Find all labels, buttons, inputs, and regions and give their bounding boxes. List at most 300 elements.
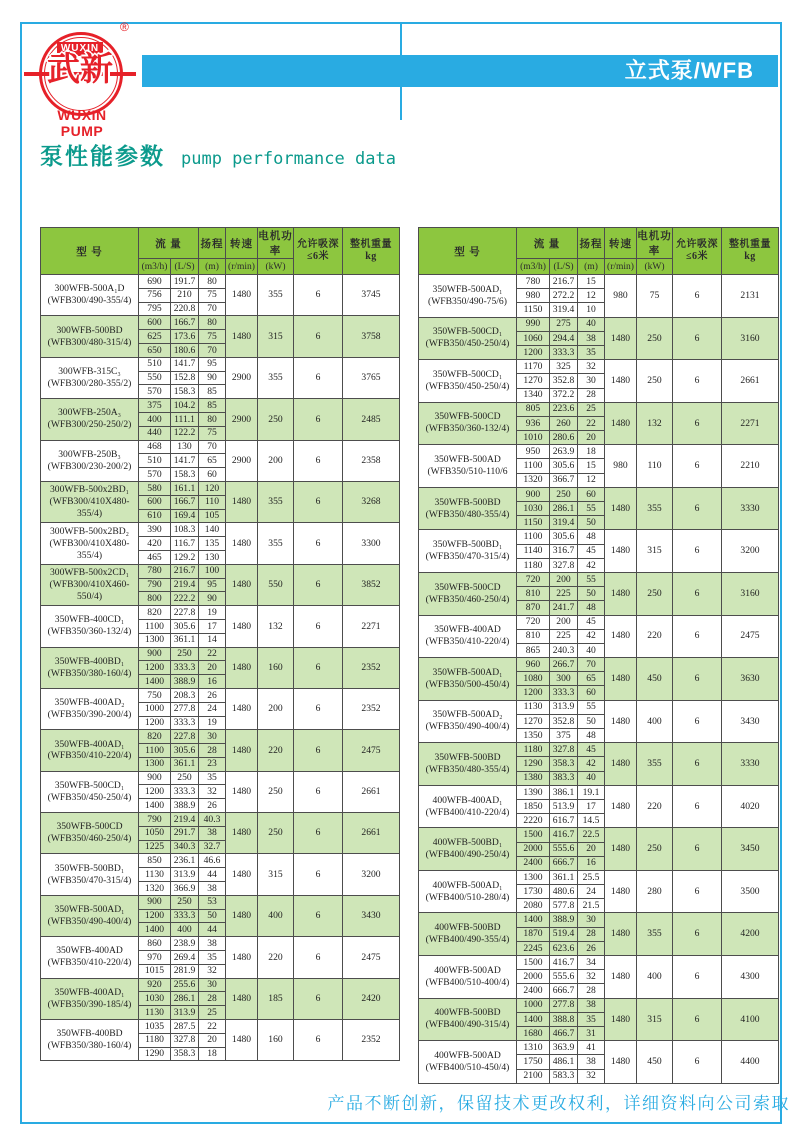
- flow-ls-cell: 173.6: [171, 330, 199, 344]
- model-name: 350WFB-500BD₁: [432, 539, 503, 551]
- head-m-cell: 40: [578, 643, 605, 657]
- flow-ls-cell: 519.4: [550, 927, 578, 941]
- model-code: (WFB350/480-355/4): [425, 763, 510, 775]
- section-title-en: pump performance data: [181, 149, 396, 169]
- data-row: [419, 658, 779, 672]
- suction-cell: 6: [294, 895, 343, 936]
- speed-cell: 1480: [226, 481, 258, 522]
- head-m-cell: 30: [199, 730, 226, 744]
- flow-m3h-cell: 2080: [517, 899, 550, 913]
- power-cell: 250: [637, 828, 673, 871]
- weight-cell: 2475: [343, 730, 400, 771]
- speed-cell: 1480: [226, 316, 258, 357]
- speed-cell: 1480: [605, 785, 637, 828]
- speed-cell: 980: [605, 445, 637, 488]
- col-power-unit: (kW): [258, 259, 294, 275]
- model-name: 400WFB-500BD₁: [432, 837, 503, 849]
- speed-cell: 1480: [226, 854, 258, 895]
- weight-cell: 2661: [343, 813, 400, 854]
- model-cell: [41, 481, 139, 522]
- flow-ls-cell: 152.8: [171, 371, 199, 385]
- head-m-cell: 35: [578, 345, 605, 359]
- power-cell: 160: [258, 1020, 294, 1061]
- model-name: 350WFB-500CD: [434, 411, 501, 423]
- model-name: 350WFB-500CD₁: [54, 779, 125, 791]
- suction-cell: 6: [294, 937, 343, 978]
- head-m-cell: 38: [199, 826, 226, 840]
- head-m-cell: 40: [578, 317, 605, 331]
- table-header: [41, 228, 400, 275]
- power-cell: 200: [258, 440, 294, 481]
- flow-m3h-cell: 1400: [517, 913, 550, 927]
- speed-cell: 1480: [226, 275, 258, 316]
- head-m-cell: 12: [578, 289, 605, 303]
- flow-ls-cell: 104.2: [171, 399, 199, 413]
- flow-m3h-cell: 1150: [517, 516, 550, 530]
- model-name: 350WFB-500CD₁: [432, 368, 503, 380]
- power-cell: 200: [258, 688, 294, 729]
- section-title-zh: 泵性能参数: [40, 143, 165, 169]
- model-cell: [419, 402, 517, 445]
- suction-cell: 6: [294, 564, 343, 605]
- flow-ls-cell: 108.3: [171, 523, 199, 537]
- model-name: 300WFB-500x2CD₁: [49, 566, 130, 578]
- flow-m3h-cell: 1290: [517, 757, 550, 771]
- flow-ls-cell: 372.2: [550, 388, 578, 402]
- suction-cell: 6: [673, 785, 722, 828]
- model-cell: [41, 813, 139, 854]
- suction-cell: 6: [294, 688, 343, 729]
- weight-cell: 2271: [722, 402, 779, 445]
- model-code: (WFB400/510-280/4): [425, 891, 510, 903]
- model-cell: [41, 316, 139, 357]
- model-cell: [419, 572, 517, 615]
- flow-ls-cell: 208.3: [171, 688, 199, 702]
- model-name: 300WFB-250B₃: [58, 448, 121, 460]
- model-name: 350WFB-400BD₁: [54, 655, 125, 667]
- model-cell: [41, 937, 139, 978]
- flow-ls-cell: 375: [550, 729, 578, 743]
- model-cell: [419, 870, 517, 913]
- data-row: [419, 317, 779, 331]
- model-code: (WFB300/230-200/2): [47, 460, 132, 472]
- model-cell: [419, 658, 517, 701]
- speed-cell: 1480: [605, 956, 637, 999]
- registered-trademark-icon: ®: [120, 20, 129, 34]
- power-cell: 355: [637, 913, 673, 956]
- flow-ls-cell: 305.6: [550, 459, 578, 473]
- weight-cell: 3852: [343, 564, 400, 605]
- suction-cell: 6: [673, 828, 722, 871]
- power-cell: 355: [258, 357, 294, 398]
- head-m-cell: 140: [199, 523, 226, 537]
- head-m-cell: 19: [199, 606, 226, 620]
- flow-m3h-cell: 1010: [517, 431, 550, 445]
- flow-ls-cell: 269.4: [171, 951, 199, 965]
- model-name: 400WFB-400AD₁: [432, 794, 503, 806]
- model-name: 350WFB-500CD: [56, 821, 123, 833]
- head-m-cell: 120: [199, 481, 226, 495]
- head-m-cell: 45: [578, 615, 605, 629]
- head-m-cell: 85: [199, 399, 226, 413]
- speed-cell: 1480: [226, 730, 258, 771]
- flow-m3h-cell: 1270: [517, 714, 550, 728]
- suction-cell: 6: [294, 730, 343, 771]
- flow-m3h-cell: 1100: [139, 619, 171, 633]
- weight-cell: 3330: [722, 743, 779, 786]
- model-cell: [419, 317, 517, 360]
- col-flow-unit-ls: (L/S): [171, 259, 199, 275]
- model-name: 350WFB-500AD₁: [432, 666, 503, 678]
- head-m-cell: 38: [199, 937, 226, 951]
- flow-m3h-cell: 970: [139, 951, 171, 965]
- flow-m3h-cell: 570: [139, 385, 171, 399]
- suction-cell: 6: [673, 360, 722, 403]
- model-name: 350WFB-400CD₁: [54, 614, 125, 626]
- flow-m3h-cell: 1390: [517, 785, 550, 799]
- power-cell: 315: [637, 530, 673, 573]
- suction-cell: 6: [294, 813, 343, 854]
- flow-ls-cell: 222.2: [171, 592, 199, 606]
- model-code: (WFB350/450-250/4): [425, 380, 510, 392]
- flow-m3h-cell: 820: [139, 606, 171, 620]
- power-cell: 450: [637, 1041, 673, 1084]
- model-code: (WFB350/380-160/4): [47, 667, 132, 679]
- speed-cell: 1480: [605, 1041, 637, 1084]
- head-m-cell: 41: [578, 1041, 605, 1055]
- weight-cell: 3160: [722, 572, 779, 615]
- flow-m3h-cell: 1680: [517, 1026, 550, 1040]
- weight-cell: 2358: [343, 440, 400, 481]
- flow-ls-cell: 250: [171, 895, 199, 909]
- flow-ls-cell: 294.4: [550, 331, 578, 345]
- flow-m3h-cell: 1200: [139, 909, 171, 923]
- head-m-cell: 20: [578, 842, 605, 856]
- model-name: 300WFB-250A₃: [57, 407, 122, 419]
- flow-ls-cell: 219.4: [171, 813, 199, 827]
- flow-ls-cell: 366.9: [171, 882, 199, 896]
- weight-cell: 3160: [722, 317, 779, 360]
- weight-cell: 3745: [343, 275, 400, 316]
- data-row: [41, 647, 400, 661]
- flow-m3h-cell: 850: [139, 854, 171, 868]
- flow-m3h-cell: 1100: [517, 459, 550, 473]
- flow-m3h-cell: 720: [517, 615, 550, 629]
- model-name: 400WFB-500BD: [434, 1007, 501, 1019]
- speed-cell: 1480: [605, 700, 637, 743]
- head-m-cell: 28: [199, 992, 226, 1006]
- data-row: [419, 785, 779, 799]
- model-cell: [41, 564, 139, 605]
- flow-m3h-cell: 1730: [517, 885, 550, 899]
- power-cell: 220: [637, 785, 673, 828]
- flow-ls-cell: 250: [171, 771, 199, 785]
- head-m-cell: 90: [199, 371, 226, 385]
- head-m-cell: 20: [578, 431, 605, 445]
- weight-cell: 2475: [722, 615, 779, 658]
- head-m-cell: 48: [578, 601, 605, 615]
- flow-ls-cell: 122.2: [171, 426, 199, 440]
- flow-m3h-cell: 1300: [139, 633, 171, 647]
- power-cell: 250: [258, 399, 294, 440]
- head-m-cell: 60: [199, 468, 226, 482]
- flow-m3h-cell: 420: [139, 537, 171, 551]
- data-row: [41, 730, 400, 744]
- flow-ls-cell: 480.6: [550, 885, 578, 899]
- flow-ls-cell: 200: [550, 615, 578, 629]
- model-code: (WFB400/490-250/4): [425, 849, 510, 861]
- flow-m3h-cell: 2245: [517, 941, 550, 955]
- data-row: [41, 357, 400, 371]
- head-m-cell: 53: [199, 895, 226, 909]
- flow-m3h-cell: 1030: [517, 502, 550, 516]
- head-m-cell: 70: [199, 302, 226, 316]
- weight-cell: 3430: [722, 700, 779, 743]
- speed-cell: 1480: [605, 828, 637, 871]
- model-name: 350WFB-500BD: [434, 496, 501, 508]
- flow-m3h-cell: 780: [139, 564, 171, 578]
- brand-name: WUXIN PUMP: [57, 107, 107, 139]
- model-name: 350WFB-400AD: [434, 624, 501, 636]
- speed-cell: 1480: [226, 564, 258, 605]
- flow-ls-cell: 666.7: [550, 984, 578, 998]
- flow-ls-cell: 623.6: [550, 941, 578, 955]
- power-cell: 160: [258, 647, 294, 688]
- head-m-cell: 28: [578, 984, 605, 998]
- flow-ls-cell: 225: [550, 629, 578, 643]
- flow-m3h-cell: 805: [517, 402, 550, 416]
- flow-ls-cell: 130: [171, 440, 199, 454]
- flow-m3h-cell: 625: [139, 330, 171, 344]
- head-m-cell: 16: [578, 856, 605, 870]
- speed-cell: 1480: [226, 937, 258, 978]
- speed-cell: 2900: [226, 440, 258, 481]
- speed-cell: 1480: [605, 658, 637, 701]
- head-m-cell: 40.3: [199, 813, 226, 827]
- head-m-cell: 44: [199, 868, 226, 882]
- speed-cell: 1480: [226, 895, 258, 936]
- speed-cell: 2900: [226, 357, 258, 398]
- model-cell: [41, 647, 139, 688]
- flow-ls-cell: 666.7: [550, 856, 578, 870]
- power-cell: 250: [258, 771, 294, 812]
- head-m-cell: 50: [199, 909, 226, 923]
- flow-ls-cell: 555.6: [550, 842, 578, 856]
- flow-ls-cell: 266.7: [550, 658, 578, 672]
- flow-ls-cell: 616.7: [550, 814, 578, 828]
- head-m-cell: 22: [199, 647, 226, 661]
- flow-m3h-cell: 780: [517, 275, 550, 289]
- weight-cell: 2661: [343, 771, 400, 812]
- model-code: (WFB400/510-450/4): [425, 1061, 510, 1073]
- flow-m3h-cell: 1035: [139, 1020, 171, 1034]
- model-name: 350WFB-500AD: [434, 454, 501, 466]
- flow-m3h-cell: 990: [517, 317, 550, 331]
- flow-ls-cell: 280.6: [550, 431, 578, 445]
- head-m-cell: 42: [578, 757, 605, 771]
- flow-m3h-cell: 580: [139, 481, 171, 495]
- flow-ls-cell: 358.3: [550, 757, 578, 771]
- speed-cell: 1480: [605, 530, 637, 573]
- head-m-cell: 32: [578, 970, 605, 984]
- flow-ls-cell: 161.1: [171, 481, 199, 495]
- model-cell: [41, 771, 139, 812]
- logo-hanzi: 武新: [47, 52, 113, 88]
- flow-m3h-cell: 2000: [517, 842, 550, 856]
- flow-m3h-cell: 1080: [517, 672, 550, 686]
- model-cell: [419, 743, 517, 786]
- model-code: (WFB350/460-250/4): [425, 593, 510, 605]
- model-code: (WFB350/360-132/4): [47, 626, 132, 638]
- model-code: (WFB350/390-185/4): [47, 998, 132, 1010]
- flow-m3h-cell: 1200: [517, 686, 550, 700]
- flow-ls-cell: 333.3: [550, 345, 578, 359]
- power-cell: 355: [637, 743, 673, 786]
- data-row: [41, 1020, 400, 1034]
- suction-cell: 6: [673, 530, 722, 573]
- power-cell: 250: [637, 360, 673, 403]
- col-suction: 允许吸深 ≤6米: [673, 228, 722, 275]
- series-banner: 立式泵/WFB: [142, 55, 778, 87]
- data-row: [419, 700, 779, 714]
- data-row: [41, 895, 400, 909]
- flow-ls-cell: 216.7: [171, 564, 199, 578]
- power-cell: 355: [258, 481, 294, 522]
- logo-wordmark: WUXIN: [57, 42, 103, 56]
- section-title: [40, 138, 396, 171]
- flow-ls-cell: 191.7: [171, 275, 199, 289]
- flow-m3h-cell: 1500: [517, 956, 550, 970]
- flow-ls-cell: 227.8: [171, 606, 199, 620]
- power-cell: 250: [258, 813, 294, 854]
- flow-ls-cell: 513.9: [550, 799, 578, 813]
- head-m-cell: 42: [578, 629, 605, 643]
- head-m-cell: 80: [199, 316, 226, 330]
- flow-ls-cell: 225: [550, 587, 578, 601]
- flow-ls-cell: 383.3: [550, 771, 578, 785]
- flow-ls-cell: 577.8: [550, 899, 578, 913]
- power-cell: 220: [258, 937, 294, 978]
- flow-m3h-cell: 1200: [517, 345, 550, 359]
- flow-m3h-cell: 375: [139, 399, 171, 413]
- model-cell: [419, 998, 517, 1041]
- model-cell: [419, 700, 517, 743]
- model-code: (WFB400/410-220/4): [425, 806, 510, 818]
- flow-ls-cell: 466.7: [550, 1026, 578, 1040]
- flow-m3h-cell: 920: [139, 978, 171, 992]
- flow-m3h-cell: 1100: [517, 530, 550, 544]
- speed-cell: 1480: [226, 813, 258, 854]
- model-code: (WFB400/510-400/4): [425, 976, 510, 988]
- flow-ls-cell: 180.6: [171, 343, 199, 357]
- col-model: 型 号: [41, 228, 139, 275]
- head-m-cell: 60: [578, 487, 605, 501]
- model-code: (WFB350/450-250/4): [47, 791, 132, 803]
- model-name: 300WFB-315C₃: [58, 365, 121, 377]
- model-code: (WFB300/410X460-550/4): [49, 578, 130, 602]
- flow-ls-cell: 327.8: [171, 1033, 199, 1047]
- flow-m3h-cell: 2220: [517, 814, 550, 828]
- suction-cell: 6: [673, 913, 722, 956]
- model-name: 300WFB-500BD: [56, 324, 123, 336]
- flow-m3h-cell: 1200: [139, 785, 171, 799]
- model-code: (WFB350/410-220/4): [47, 957, 132, 969]
- model-name: 400WFB-500BD: [434, 922, 501, 934]
- model-code: (WFB350/360-132/4): [425, 423, 510, 435]
- flow-ls-cell: 166.7: [171, 316, 199, 330]
- weight-cell: 3268: [343, 481, 400, 522]
- suction-cell: 6: [673, 275, 722, 318]
- flow-ls-cell: 200: [550, 572, 578, 586]
- flow-m3h-cell: 820: [139, 730, 171, 744]
- power-cell: 315: [637, 998, 673, 1041]
- speed-cell: 1480: [226, 1020, 258, 1061]
- speed-cell: 1480: [605, 743, 637, 786]
- col-head: 扬程: [199, 228, 226, 259]
- suction-cell: 6: [673, 1041, 722, 1084]
- suction-cell: 6: [294, 523, 343, 564]
- flow-m3h-cell: 1130: [517, 700, 550, 714]
- model-code: (WFB350/470-315/4): [47, 874, 132, 886]
- head-m-cell: 16: [199, 675, 226, 689]
- flow-m3h-cell: 960: [517, 658, 550, 672]
- model-name: 350WFB-400BD: [56, 1028, 123, 1040]
- power-cell: 355: [637, 487, 673, 530]
- model-name: 350WFB-400AD: [56, 945, 123, 957]
- model-cell: [419, 913, 517, 956]
- power-cell: 132: [258, 606, 294, 647]
- flow-m3h-cell: 465: [139, 550, 171, 564]
- flow-m3h-cell: 690: [139, 275, 171, 289]
- head-m-cell: 65: [199, 454, 226, 468]
- power-cell: 450: [637, 658, 673, 701]
- head-m-cell: 31: [578, 1026, 605, 1040]
- flow-ls-cell: 277.8: [171, 702, 199, 716]
- head-m-cell: 22.5: [578, 828, 605, 842]
- flow-ls-cell: 287.5: [171, 1020, 199, 1034]
- data-row: [41, 440, 400, 454]
- flow-ls-cell: 325: [550, 360, 578, 374]
- head-m-cell: 30: [578, 374, 605, 388]
- head-m-cell: 17: [578, 799, 605, 813]
- model-code: (WFB400/490-315/4): [425, 1019, 510, 1031]
- col-flow-unit-ls: (L/S): [550, 259, 578, 275]
- weight-cell: 3758: [343, 316, 400, 357]
- weight-cell: 2352: [343, 647, 400, 688]
- flow-ls-cell: 313.9: [171, 1006, 199, 1020]
- flow-ls-cell: 286.1: [171, 992, 199, 1006]
- flow-ls-cell: 116.7: [171, 537, 199, 551]
- power-cell: 400: [637, 956, 673, 999]
- model-name: 300WFB-500x2BD₂: [49, 525, 130, 537]
- suction-cell: 6: [673, 998, 722, 1041]
- model-cell: [419, 828, 517, 871]
- data-row: [419, 615, 779, 629]
- head-m-cell: 32: [199, 964, 226, 978]
- model-name: 350WFB-500BD₁: [54, 862, 125, 874]
- flow-m3h-cell: 610: [139, 509, 171, 523]
- flow-ls-cell: 486.1: [550, 1055, 578, 1069]
- head-m-cell: 55: [578, 700, 605, 714]
- model-cell: [41, 399, 139, 440]
- flow-ls-cell: 583.3: [550, 1069, 578, 1083]
- flow-ls-cell: 363.9: [550, 1041, 578, 1055]
- flow-m3h-cell: 936: [517, 416, 550, 430]
- model-cell: [41, 523, 139, 564]
- flow-m3h-cell: 1200: [139, 716, 171, 730]
- suction-cell: 6: [673, 870, 722, 913]
- weight-cell: 3300: [343, 523, 400, 564]
